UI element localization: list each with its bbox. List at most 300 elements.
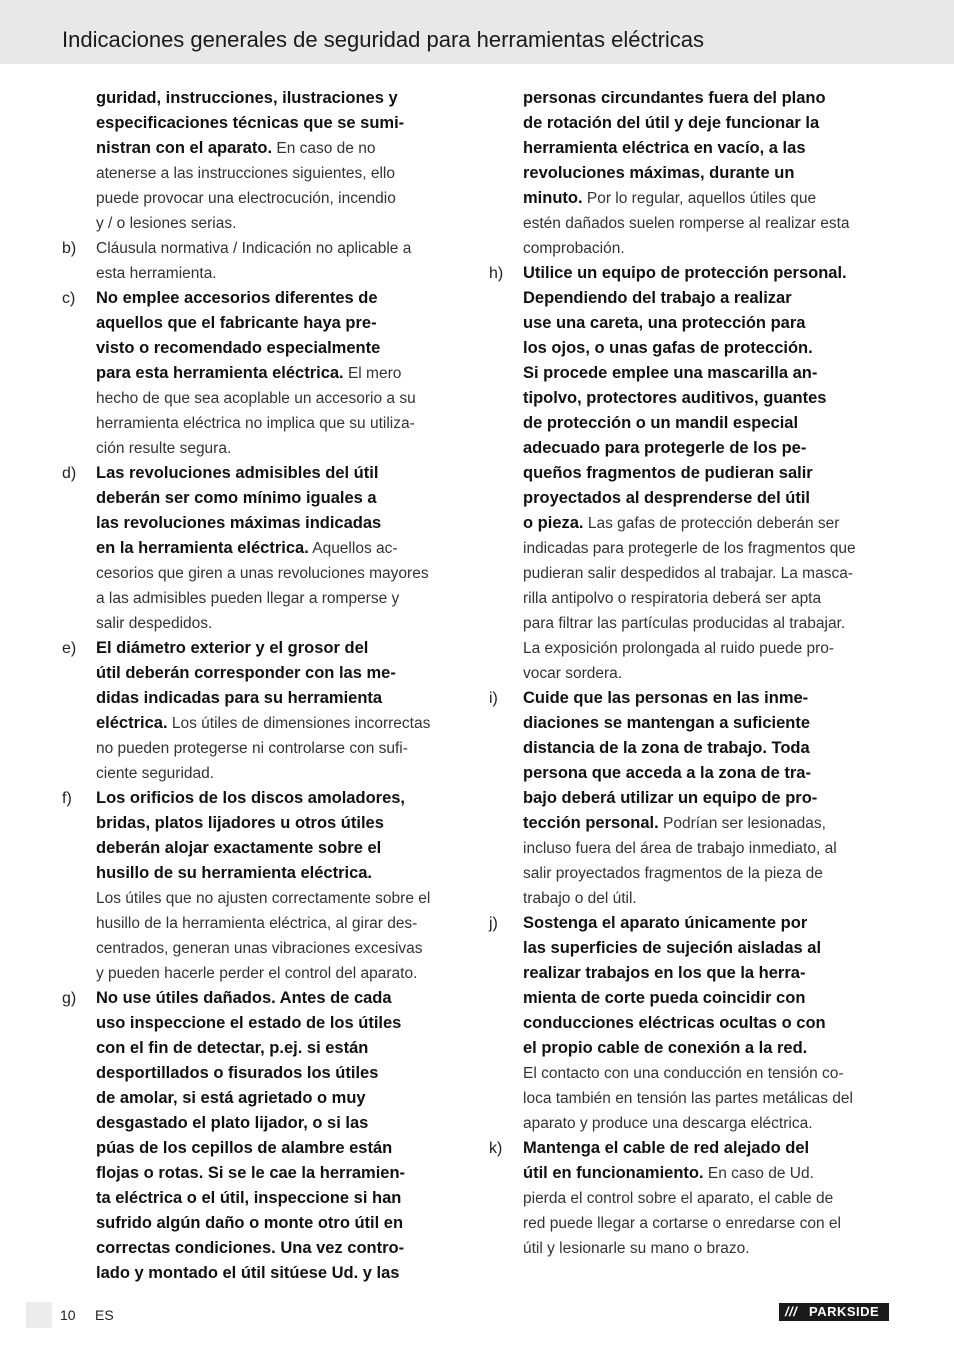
text-line [62, 936, 467, 961]
line-text [96, 436, 231, 461]
line-text [523, 411, 798, 436]
line-text [523, 1186, 833, 1211]
list-marker: k) [489, 1140, 503, 1157]
text-line [62, 1086, 467, 1111]
bold-text: especificaciones técnicas que se sumi- [96, 114, 405, 132]
bold-text: bridas, platos lijadores u otros útiles [96, 814, 384, 832]
line-text [96, 736, 408, 761]
body-text: La exposición prolongada al ruido puede pro- [523, 640, 835, 657]
body-text: salir despedidos. [96, 615, 213, 632]
line-text [96, 1161, 405, 1186]
left-column [62, 86, 467, 1286]
body-text: pudieran salir despedidos al trabajar. La masca- [523, 565, 853, 582]
bold-text: deberán ser como mínimo iguales a [96, 489, 377, 507]
text-line [489, 886, 894, 911]
line-text [96, 1211, 403, 1236]
body-text: husillo de la herramienta eléctrica, al girar des- [96, 915, 418, 932]
line-text [96, 411, 415, 436]
line-text [523, 86, 826, 111]
text-line [489, 461, 894, 486]
body-text: útil y lesionarle su mano o brazo. [523, 1240, 750, 1257]
text-line [62, 1211, 467, 1236]
line-text [96, 836, 381, 861]
bold-text: distancia de la zona de trabajo. Toda [523, 739, 810, 757]
page-number: 10 [60, 1307, 76, 1323]
body-text: herramienta eléctrica no implica que su utiliza- [96, 415, 415, 432]
body-text: ciente seguridad. [96, 765, 215, 782]
text-line [62, 511, 467, 536]
text-line [489, 1111, 894, 1136]
bold-text: desgastado el plato lijador, o si las [96, 1114, 369, 1132]
line-text [96, 811, 384, 836]
text-line [489, 261, 894, 286]
bold-text: diaciones se mantengan a suficiente [523, 714, 811, 732]
line-text [523, 661, 622, 686]
line-text [96, 786, 405, 811]
line-text [523, 311, 805, 336]
line-text [96, 386, 416, 411]
text-line [489, 836, 894, 861]
line-text [523, 461, 813, 486]
body-text: pierda el control sobre el aparato, el cable de [523, 1190, 834, 1207]
line-text [523, 261, 847, 286]
text-line [489, 1011, 894, 1036]
list-marker: d) [62, 465, 77, 482]
bold-text: No use útiles dañados. Antes de cada [96, 989, 392, 1007]
line-text [523, 961, 805, 986]
line-text [96, 611, 212, 636]
body-text: Los útiles que no ajusten correctamente sobre el [96, 890, 431, 907]
line-text [96, 261, 217, 286]
bold-text: didas indicadas para su herramienta [96, 689, 383, 707]
text-line [489, 436, 894, 461]
line-text [96, 311, 377, 336]
list-marker: b) [62, 240, 77, 257]
bold-text: personas circundantes fuera del plano [523, 89, 826, 107]
body-text: comprobación. [523, 240, 625, 257]
text-line [489, 811, 894, 836]
bold-text: use una careta, una protección para [523, 314, 806, 332]
text-line [489, 186, 894, 211]
line-text [523, 286, 792, 311]
bold-text: herramienta eléctrica en vacío, a las [523, 139, 806, 157]
bold-text: deberán alojar exactamente sobre el [96, 839, 382, 857]
text-line [489, 386, 894, 411]
text-line [62, 836, 467, 861]
line-text [96, 236, 411, 261]
text-line [62, 786, 467, 811]
text-line [489, 1236, 894, 1261]
line-text [96, 1061, 378, 1086]
text-line [62, 761, 467, 786]
text-line [62, 736, 467, 761]
text-line [489, 511, 894, 536]
text-line [489, 311, 894, 336]
bold-text: revoluciones máximas, durante un [523, 164, 795, 182]
text-line [62, 911, 467, 936]
line-text [96, 861, 372, 886]
text-line [62, 1011, 467, 1036]
text-line [62, 986, 467, 1011]
line-text [523, 1161, 814, 1186]
text-line [489, 536, 894, 561]
brand-logo [779, 1303, 889, 1321]
line-text [96, 986, 392, 1011]
text-line [62, 886, 467, 911]
line-text [96, 111, 404, 136]
text-line [62, 1036, 467, 1061]
text-line [489, 686, 894, 711]
body-text: Cláusula normativa / Indicación no aplicable a [96, 240, 412, 257]
footer-marker-box [26, 1302, 52, 1328]
text-line [489, 1161, 894, 1186]
line-text [96, 1111, 368, 1136]
list-marker: g) [62, 990, 77, 1007]
text-line [489, 761, 894, 786]
bold-text: los ojos, o unas gafas de protección. [523, 339, 813, 357]
list-marker: j) [489, 915, 498, 932]
line-text [523, 186, 816, 211]
bold-text: Dependiendo del trabajo a realizar [523, 289, 792, 307]
text-line [489, 786, 894, 811]
bold-text: sufrido algún daño o monte otro útil en [96, 1214, 404, 1232]
text-line [489, 411, 894, 436]
text-line [62, 261, 467, 286]
body-text: Por lo regular, aquellos útiles que [582, 190, 817, 207]
line-text [96, 1086, 366, 1111]
bold-text: aquellos que el fabricante haya pre- [96, 314, 377, 332]
line-text [523, 536, 856, 561]
text-line [489, 161, 894, 186]
line-text [96, 336, 380, 361]
text-line [62, 861, 467, 886]
text-line [62, 586, 467, 611]
bold-text: No emplee accesorios diferentes de [96, 289, 378, 307]
line-text [96, 86, 398, 111]
text-line [489, 636, 894, 661]
line-text [523, 561, 853, 586]
text-line [62, 636, 467, 661]
text-line [62, 1111, 467, 1136]
body-text: centrados, generan unas vibraciones excesivas [96, 940, 423, 957]
line-text [96, 661, 396, 686]
text-line [62, 961, 467, 986]
bold-text: minuto. [523, 189, 583, 207]
bold-text: o pieza. [523, 514, 584, 532]
bold-text: Sostenga el aparato únicamente por [523, 914, 808, 932]
line-text [523, 1211, 841, 1236]
body-text: no pueden protegerse ni controlarse con sufi- [96, 740, 408, 757]
text-line [62, 686, 467, 711]
line-text [96, 761, 214, 786]
bold-text: útil deberán corresponder con las me- [96, 664, 396, 682]
bold-text: proyectados al desprenderse del útil [523, 489, 811, 507]
line-text [523, 236, 625, 261]
line-text [523, 361, 817, 386]
text-line [62, 86, 467, 111]
line-text [96, 936, 423, 961]
line-text [96, 686, 382, 711]
bold-text: de protección o un mandil especial [523, 414, 799, 432]
bold-text: persona que acceda a la zona de tra- [523, 764, 811, 782]
list-marker: f) [62, 790, 72, 807]
line-text [96, 486, 377, 511]
line-text [523, 1111, 813, 1136]
bold-text: Cuide que las personas en las inme- [523, 689, 809, 707]
page-header [0, 0, 954, 64]
text-line [62, 1236, 467, 1261]
body-text: estén dañados suelen romperse al realizar esta [523, 215, 850, 232]
bold-text: adecuado para protegerle de los pe- [523, 439, 807, 457]
text-line [489, 986, 894, 1011]
line-text [523, 511, 839, 536]
text-line [62, 361, 467, 386]
text-line [489, 736, 894, 761]
text-line [489, 486, 894, 511]
line-text [96, 286, 378, 311]
line-text [523, 1136, 809, 1161]
line-text [96, 186, 396, 211]
line-text [96, 1036, 368, 1061]
body-text: El mero [343, 365, 402, 382]
line-text [523, 886, 637, 911]
body-text: rilla antipolvo o respiratoria deberá ser apta [523, 590, 822, 607]
line-text [96, 886, 430, 911]
bold-text: nistran con el aparato. [96, 139, 273, 157]
text-line [62, 1161, 467, 1186]
body-text: trabajo o del útil. [523, 890, 637, 907]
bold-text: desportillados o fisurados los útiles [96, 1064, 379, 1082]
line-text [523, 211, 850, 236]
text-line [489, 111, 894, 136]
text-line [489, 1136, 894, 1161]
text-line [62, 561, 467, 586]
body-text: ción resulte segura. [96, 440, 232, 457]
body-text: cesorios que giren a unas revoluciones mayores [96, 565, 429, 582]
text-line [489, 586, 894, 611]
line-text [523, 586, 821, 611]
text-line [489, 936, 894, 961]
text-line [489, 211, 894, 236]
text-line [489, 861, 894, 886]
line-text [523, 761, 811, 786]
line-text [96, 511, 381, 536]
line-text [523, 911, 807, 936]
brand-name: PARKSIDE [809, 1304, 880, 1319]
text-line [62, 161, 467, 186]
text-line [489, 136, 894, 161]
body-text: y / o lesiones serias. [96, 215, 237, 232]
line-text [523, 711, 810, 736]
bold-text: tipolvo, protectores auditivos, guantes [523, 389, 827, 407]
body-text: para filtrar las partículas producidas al trabajar. [523, 615, 846, 632]
text-line [489, 336, 894, 361]
line-text [523, 436, 806, 461]
text-line [62, 386, 467, 411]
text-line [62, 461, 467, 486]
line-text [523, 1086, 853, 1111]
line-text [96, 1186, 401, 1211]
text-line [489, 961, 894, 986]
body-text: loca también en tensión las partes metálicas del [523, 1090, 853, 1107]
bold-text: guridad, instrucciones, ilustraciones y [96, 89, 398, 107]
bold-text: púas de los cepillos de alambre están [96, 1139, 393, 1157]
language-code: ES [95, 1307, 114, 1323]
text-line [62, 711, 467, 736]
list-marker: c) [62, 290, 76, 307]
body-text: atenerse a las instrucciones siguientes, ello [96, 165, 395, 182]
bold-text: visto o recomendado especialmente [96, 339, 381, 357]
line-text [96, 1261, 400, 1286]
text-line [62, 536, 467, 561]
line-text [96, 961, 417, 986]
line-text [96, 361, 401, 386]
bold-text: Los orificios de los discos amoladores, [96, 789, 406, 807]
line-text [523, 786, 817, 811]
body-text: Las gafas de protección deberán ser [583, 515, 840, 532]
bold-text: uso inspeccione el estado de los útiles [96, 1014, 402, 1032]
line-text [96, 636, 368, 661]
text-line [62, 286, 467, 311]
body-text: incluso fuera del área de trabajo inmediato, al [523, 840, 837, 857]
bold-text: bajo deberá utilizar un equipo de pro- [523, 789, 818, 807]
bold-text: El diámetro exterior y el grosor del [96, 639, 369, 657]
text-line [62, 1186, 467, 1211]
text-line [489, 1211, 894, 1236]
bold-text: mienta de corte pueda coincidir con [523, 989, 806, 1007]
body-text: puede provocar una electrocución, incendio [96, 190, 396, 207]
line-text [96, 461, 378, 486]
line-text [523, 386, 826, 411]
line-text [96, 586, 399, 611]
text-line [62, 486, 467, 511]
line-text [523, 986, 805, 1011]
text-line [489, 661, 894, 686]
bold-text: Mantenga el cable de red alejado del [523, 1139, 810, 1157]
text-line [62, 1061, 467, 1086]
line-text [523, 811, 826, 836]
brand-stripes: /// [785, 1304, 798, 1319]
line-text [523, 111, 819, 136]
bold-text: las revoluciones máximas indicadas [96, 514, 382, 532]
text-line [62, 211, 467, 236]
bold-text: las superficies de sujeción aisladas al [523, 939, 822, 957]
body-text: y pueden hacerle perder el control del aparato. [96, 965, 418, 982]
text-line [489, 86, 894, 111]
line-text [523, 486, 810, 511]
text-line [489, 1186, 894, 1211]
text-line [62, 1261, 467, 1286]
line-text [96, 1136, 392, 1161]
text-line [62, 236, 467, 261]
line-text [523, 736, 810, 761]
body-text: a las admisibles pueden llegar a romperse y [96, 590, 400, 607]
text-line [489, 911, 894, 936]
line-text [96, 561, 429, 586]
text-line [62, 611, 467, 636]
line-text [96, 136, 375, 161]
body-text: red puede llegar a cortarse o enredarse con el [523, 1215, 841, 1232]
bold-text: lado y montado el útil sitúese Ud. y las [96, 1264, 400, 1282]
text-line [62, 411, 467, 436]
bold-text: para esta herramienta eléctrica. [96, 364, 344, 382]
bold-text: de rotación del útil y deje funcionar la [523, 114, 820, 132]
line-text [523, 136, 806, 161]
list-marker: i) [489, 690, 498, 707]
line-text [96, 161, 395, 186]
body-text: En caso de Ud. [703, 1165, 814, 1182]
text-line [62, 336, 467, 361]
bold-text: tección personal. [523, 814, 659, 832]
line-text [523, 1236, 750, 1261]
line-text [523, 336, 813, 361]
body-text: aparato y produce una descarga eléctrica. [523, 1115, 813, 1132]
text-line [62, 1136, 467, 1161]
text-line [62, 186, 467, 211]
bold-text: realizar trabajos en los que la herra- [523, 964, 806, 982]
line-text [96, 1236, 404, 1261]
line-text [96, 211, 236, 236]
text-line [489, 1061, 894, 1086]
line-text [523, 836, 837, 861]
body-text: Podrían ser lesionadas, [658, 815, 826, 832]
text-line [489, 611, 894, 636]
text-line [62, 661, 467, 686]
list-marker: h) [489, 265, 504, 282]
text-line [489, 236, 894, 261]
text-line [489, 361, 894, 386]
line-text [96, 536, 398, 561]
bold-text: Si procede emplee una mascarilla an- [523, 364, 818, 382]
text-line [62, 436, 467, 461]
line-text [523, 1036, 807, 1061]
body-text: En caso de no [272, 140, 376, 157]
bold-text: con el fin de detectar, p.ej. si están [96, 1039, 369, 1057]
line-text [523, 686, 808, 711]
line-text [523, 936, 821, 961]
bold-text: queños fragmentos de pudieran salir [523, 464, 813, 482]
text-line [489, 1036, 894, 1061]
text-line [489, 711, 894, 736]
text-line [62, 311, 467, 336]
line-text [523, 636, 834, 661]
bold-text: de amolar, si está agrietado o muy [96, 1089, 366, 1107]
body-text: vocar sordera. [523, 665, 623, 682]
body-text: esta herramienta. [96, 265, 217, 282]
body-text: Los útiles de dimensiones incorrectas [167, 715, 431, 732]
line-text [523, 1011, 826, 1036]
bold-text: conducciones eléctricas ocultas o con [523, 1014, 826, 1032]
body-text: El contacto con una conducción en tensión co- [523, 1065, 844, 1082]
bold-text: correctas condiciones. Una vez contro- [96, 1239, 405, 1257]
line-text [523, 1061, 844, 1086]
text-line [62, 811, 467, 836]
right-column [489, 86, 894, 1261]
line-text [96, 1011, 401, 1036]
bold-text: Las revoluciones admisibles del útil [96, 464, 379, 482]
text-line [489, 286, 894, 311]
line-text [523, 611, 845, 636]
text-line [62, 136, 467, 161]
bold-text: eléctrica. [96, 714, 168, 732]
list-marker: e) [62, 640, 77, 657]
page-title: Indicaciones generales de seguridad para herramientas eléctricas [62, 27, 705, 52]
text-line [489, 1086, 894, 1111]
text-line [62, 111, 467, 136]
bold-text: ta eléctrica o el útil, inspeccione si han [96, 1189, 402, 1207]
bold-text: el propio cable de conexión a la red. [523, 1039, 808, 1057]
line-text [523, 861, 823, 886]
